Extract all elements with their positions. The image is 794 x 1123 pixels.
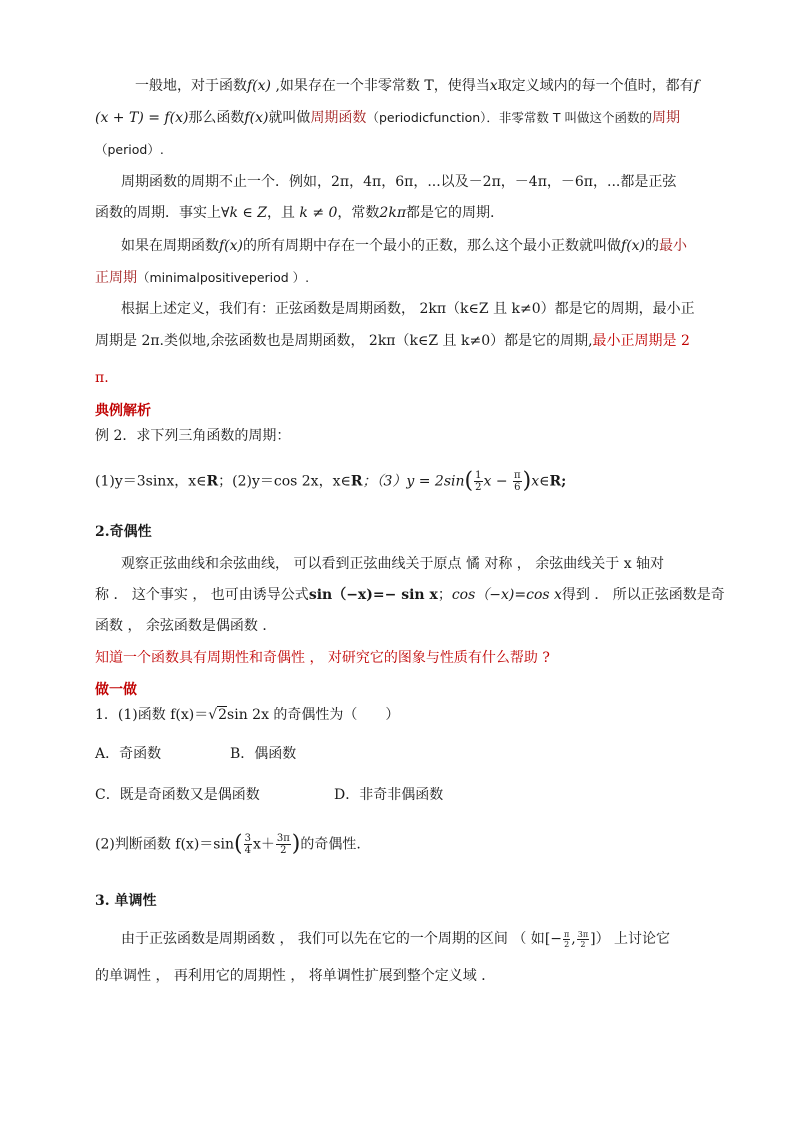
text: 周期是 2π.类似地,余弦函数也是周期函数， 2kπ（k∈Z 且 k≠0）都是它的周期, [95, 333, 593, 349]
math: f(x) [247, 78, 272, 94]
fraction-num: 1 [475, 470, 482, 481]
fraction [276, 833, 291, 856]
fraction-num: π [514, 470, 521, 481]
p2-line2 [95, 203, 494, 223]
sqrt-value: 2 [218, 707, 228, 723]
option-b: B．偶函数 [230, 746, 297, 762]
term-min-period-2pi: 最小正周期是 2 [592, 333, 690, 349]
p4-line2 [95, 331, 690, 351]
parity-question: 知道一个函数具有周期性和奇偶性 ， 对研究它的图象与性质有什么帮助 ? [95, 650, 550, 666]
text: 如果在周期函数 [121, 238, 219, 254]
fraction-den: 2 [580, 939, 586, 949]
text: (1)y＝3sinx，x∈ [95, 473, 207, 490]
math: cos（−x)=cos x [451, 587, 562, 603]
math: f [693, 78, 699, 94]
text: ,如果存在一个非零常数 T，使得当 [271, 78, 490, 94]
paren: ( [464, 468, 474, 494]
text: 称 ． 这个事实 ， 也可由诱导公式 [95, 587, 309, 603]
practice-q2 [95, 833, 361, 856]
p4-line1 [121, 299, 695, 319]
fraction-den: 2 [280, 845, 287, 856]
math: ∀k ∈ Z [221, 205, 267, 221]
text: ，且 [266, 205, 300, 221]
paren: ) [291, 831, 301, 857]
math: R [350, 473, 363, 490]
p4-line3 [95, 368, 109, 388]
text: ；(2)y＝cos 2x，x∈ [218, 473, 351, 490]
example-2-items [95, 470, 566, 493]
option-c: C．既是奇函数又是偶函数 [95, 787, 260, 803]
math: k ≠ 0 [299, 205, 338, 221]
bracket: ] [590, 931, 596, 947]
math: ；（3）y = 2sin [362, 473, 465, 490]
math: (x + T) = f(x) [95, 110, 189, 126]
fraction-den: 6 [514, 482, 521, 493]
example-2-title: 例 2．求下列三角函数的周期： [95, 428, 291, 444]
practice-q1 [95, 705, 399, 725]
term-min-positive-period: 最小 [659, 238, 688, 254]
text: （minimalpositiveperiod ）. [137, 270, 310, 285]
fraction [563, 930, 570, 949]
fraction-num: 3 [244, 833, 251, 844]
p3-line1 [121, 236, 687, 256]
text: （periodicfunction）．非零常数 T 叫做这个函数的 [366, 110, 652, 125]
text: (2)判断函数 f(x)＝sin [95, 836, 234, 853]
text: 的所有周期中存在一个最小的正数，那么这个最小正数就叫做 [243, 238, 622, 254]
term-min-period-2pi-cont: π. [95, 370, 109, 386]
term-periodic-function: 周期函数 [310, 110, 367, 126]
fraction-den: 2 [564, 939, 570, 949]
text: 由于正弦函数是周期函数 ， 我们可以先在它的一个周期的区间 （ 如 [121, 931, 545, 947]
text: （period）. [95, 142, 164, 157]
text: 一般地，对于函数 [135, 78, 247, 94]
math: f(x) [219, 238, 244, 254]
math: x∈ [531, 473, 550, 490]
text: 根据上述定义，我们有：正弦函数是周期函数， 2kπ（k∈Z 且 k≠0）都是它的周期，最小正 [121, 301, 695, 317]
term-period: 周期 [652, 110, 680, 126]
mono-line2: 的单调性 ， 再利用它的周期性 ， 将单调性扩展到整个定义域 ． [95, 968, 496, 984]
math: f(x) [244, 110, 269, 126]
fraction [513, 470, 522, 493]
parity-line1: 观察正弦曲线和余弦曲线， 可以看到正弦曲线关于原点 憰 对称 ， 余弦曲线关于 x 轴对 [121, 556, 665, 572]
paren: ( [233, 831, 243, 857]
math: x [489, 78, 498, 94]
text: 1．(1)函数 f(x)＝ [95, 707, 209, 723]
p1-line2 [95, 108, 680, 128]
text: ） 上讨论它 [595, 931, 671, 947]
parity-line3: 函数 ， 余弦函数是偶函数 ． [95, 618, 277, 634]
math: 2kπ [379, 205, 407, 221]
bracket: [− [544, 931, 563, 947]
parity-heading: 2.奇偶性 [95, 524, 152, 540]
p3-line2 [95, 268, 309, 288]
fraction-num: 3π [276, 833, 290, 844]
text: 函数的周期．事实上 [95, 205, 221, 221]
text: 就叫做 [268, 110, 311, 126]
text: ，常数 [337, 205, 380, 221]
text: ; [561, 473, 567, 490]
fraction-den: 4 [244, 845, 251, 856]
sqrt-symbol: √ [208, 707, 218, 723]
p1-line1 [135, 76, 699, 96]
fraction [577, 930, 589, 949]
comma: , [571, 931, 576, 947]
paren: ) [522, 468, 532, 494]
text: 周期函数的周期不止一个．例如，2π，4π，6π，...以及－2π，－4π，－6π，...都是正弦 [121, 174, 677, 190]
parity-line2 [95, 585, 725, 605]
math: x − [483, 473, 513, 490]
math: sin（−x)=− sin x [308, 587, 438, 603]
text: 都是它的周期. [406, 205, 495, 221]
text: 得到 ． 所以正弦函数是奇 [561, 587, 725, 603]
text: 的 [645, 238, 660, 254]
option-a: A．奇函数 [95, 746, 162, 762]
example-heading: 典例解析 [95, 403, 151, 419]
p1-line3 [95, 140, 164, 160]
fraction-den: 2 [475, 482, 482, 493]
fraction [244, 833, 252, 856]
fraction-num: 3π [577, 929, 589, 939]
text: ； [437, 587, 452, 603]
mono-heading: 3. 单调性 [95, 893, 157, 909]
text: sin 2x 的奇偶性为（ ） [227, 707, 400, 723]
fraction [474, 470, 482, 493]
option-d: D．非奇非偶函数 [334, 787, 444, 803]
mono-line1 [121, 929, 670, 949]
text: 那么函数 [188, 110, 245, 126]
practice-heading: 做一做 [95, 682, 137, 698]
text: 取定义域内的每一个值时，都有 [497, 78, 694, 94]
math: R [549, 473, 562, 490]
text: x＋ [252, 836, 275, 853]
text: 的奇偶性. [300, 836, 361, 853]
math: R [206, 473, 219, 490]
math: f(x) [621, 238, 646, 254]
term-min-positive-period-cont: 正周期 [95, 270, 137, 286]
p2-line1 [121, 172, 676, 192]
fraction-num: π [564, 929, 570, 939]
